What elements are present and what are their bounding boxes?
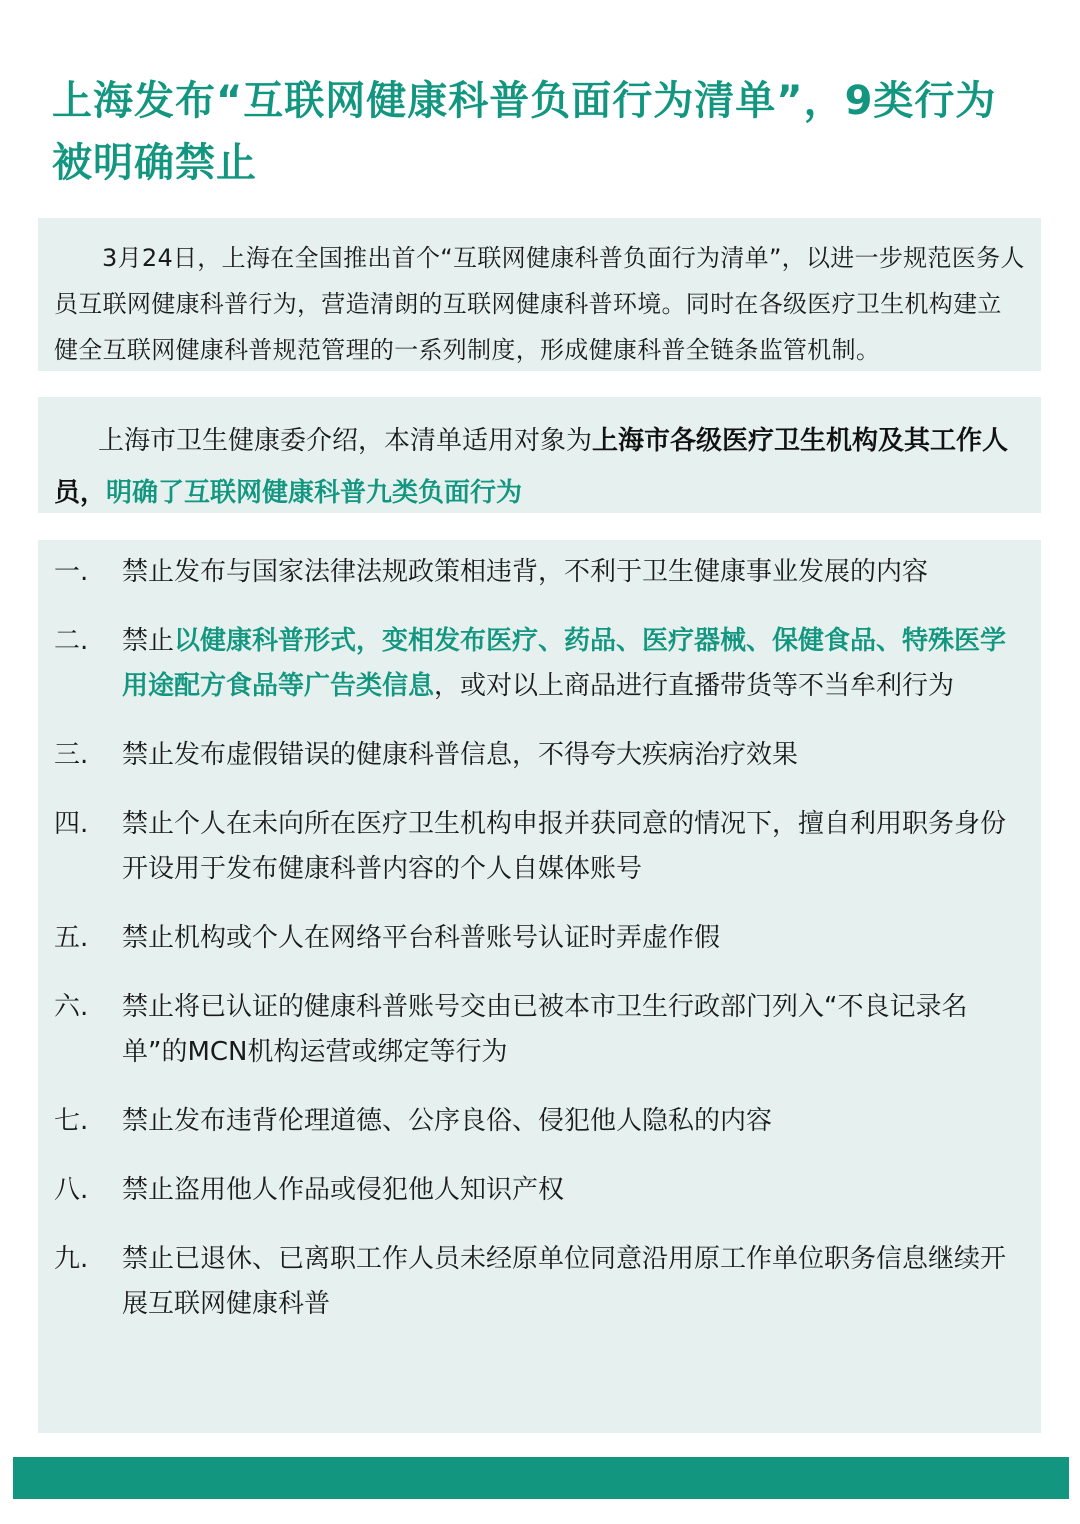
list-item: [54, 916, 1025, 961]
item-number: 六.: [54, 992, 89, 1022]
list-item: [54, 1237, 1025, 1327]
item-number: 八.: [54, 1175, 89, 1205]
item-text: 禁止已退休、已离职工作人员未经原单位同意沿用原工作单位职务信息继续开展互联网健康科普: [122, 1244, 1007, 1319]
list-item: [54, 550, 1025, 595]
scope-target-highlight: 上海市各级医疗卫生机构及其工作人员，: [54, 426, 1009, 508]
scope-summary-highlight: 明确了互联网健康科普九类负面行为: [106, 478, 523, 508]
item-text: 禁止将已认证的健康科普账号交由已被本市卫生行政部门列入“不良记录名单”的MCN机构运营或绑定等行为: [122, 992, 968, 1067]
scope-panel: [38, 397, 1041, 513]
page-title: 上海发布“互联网健康科普负面行为清单”，9类行为被明确禁止: [52, 78, 997, 186]
item-number: 五.: [54, 923, 89, 953]
list-item: [54, 802, 1025, 892]
item-number: 四.: [54, 809, 89, 839]
item-number: 三.: [54, 740, 89, 770]
intro-paragraph: 3月24日，上海在全国推出首个“互联网健康科普负面行为清单”，以进一步规范医务人员互联网健康科普行为，营造清朗的互联网健康科普环境。同时在各级医疗卫生机构建立健全互联网健康科普规范管理的一系列制度，形成健康科普全链条监管机制。: [54, 244, 1025, 364]
intro-panel: [38, 218, 1041, 371]
item-highlight: 以健康科普形式，变相发布医疗、药品、医疗器械、保健食品、特殊医学用途配方食品等广告类信息: [122, 626, 1007, 701]
scope-prefix: 上海市卫生健康委介绍，本清单适用对象为: [98, 426, 593, 456]
list-item: [54, 733, 1025, 778]
item-number: 二.: [54, 626, 89, 656]
item-text: 禁止机构或个人在网络平台科普账号认证时弄虚作假: [122, 923, 721, 953]
item-text: [122, 619, 1025, 709]
list-item: [54, 985, 1025, 1075]
item-text: 禁止发布虚假错误的健康科普信息，不得夸大疾病治疗效果: [122, 740, 799, 770]
prohibition-list: [38, 540, 1041, 1433]
item-number: 九.: [54, 1244, 89, 1274]
list-item: [54, 1168, 1025, 1213]
item-text: 禁止个人在未向所在医疗卫生机构申报并获同意的情况下，擅自利用职务身份开设用于发布健康科普内容的个人自媒体账号: [122, 809, 1007, 884]
item-text: 禁止发布与国家法律法规政策相违背，不利于卫生健康事业发展的内容: [122, 557, 929, 587]
item-number: 一.: [54, 557, 89, 587]
item-text-suffix: ，或对以上商品进行直播带货等不当牟利行为: [434, 671, 955, 701]
list-item: [54, 1099, 1025, 1144]
scope-paragraph: [54, 415, 1025, 519]
item-text-prefix: 禁止: [122, 626, 175, 656]
footer-bar: [13, 1457, 1069, 1499]
item-text: 禁止发布违背伦理道德、公序良俗、侵犯他人隐私的内容: [122, 1106, 773, 1136]
item-number: 七.: [54, 1106, 89, 1136]
item-text: 禁止盗用他人作品或侵犯他人知识产权: [122, 1175, 565, 1205]
list-item: [54, 619, 1025, 709]
